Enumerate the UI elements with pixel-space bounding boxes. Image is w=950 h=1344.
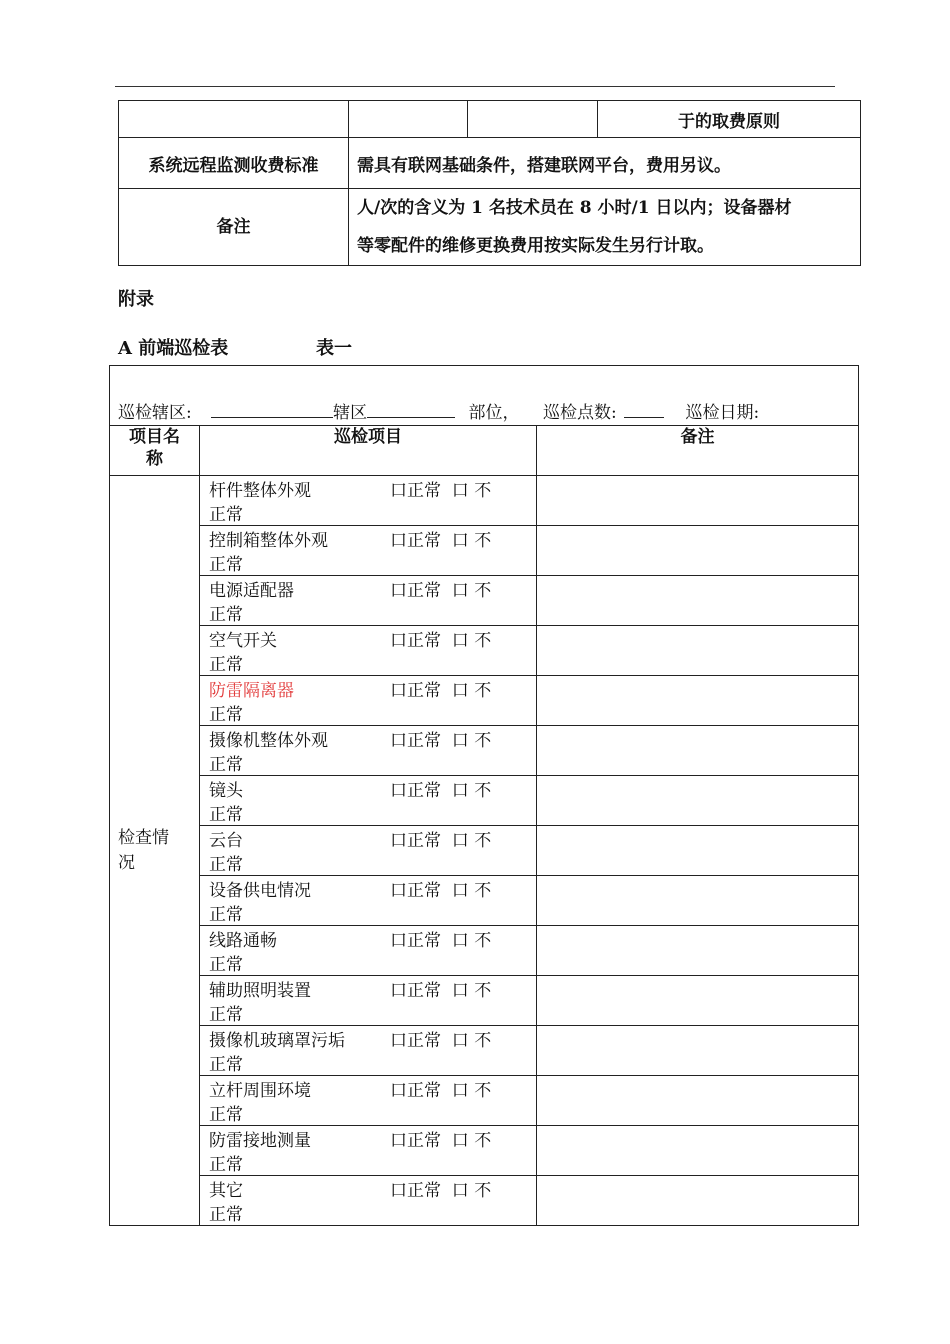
table-row bbox=[110, 576, 859, 626]
remark-cell[interactable] bbox=[537, 926, 859, 976]
inspection-info-cell bbox=[110, 366, 859, 426]
inspection-item-cell bbox=[200, 1126, 537, 1176]
status-options[interactable]: 口正常 口 不 bbox=[390, 581, 492, 601]
appendix-heading: 附录 bbox=[118, 289, 154, 310]
remark-cell[interactable] bbox=[537, 976, 859, 1026]
inspection-item-name: 摄像机玻璃罩污垢 bbox=[209, 1031, 345, 1051]
status-options-cont: 正常 bbox=[209, 605, 243, 625]
status-options-cont: 正常 bbox=[209, 505, 243, 525]
table-row bbox=[110, 826, 859, 876]
inspection-item-cell bbox=[200, 1176, 537, 1226]
inspection-item-cell bbox=[200, 1026, 537, 1076]
status-options[interactable]: 口正常 口 不 bbox=[390, 881, 492, 901]
inspection-item-name: 辅助照明装置 bbox=[209, 981, 311, 1001]
status-options[interactable]: 口正常 口 不 bbox=[390, 531, 492, 551]
inspection-item-cell bbox=[200, 626, 537, 676]
status-options[interactable]: 口正常 口 不 bbox=[390, 631, 492, 651]
category-label: 检查情况 bbox=[118, 827, 169, 873]
fee-remark-line-2: 等零配件的维修更换费用按实际发生另行计取。 bbox=[357, 236, 714, 256]
inspection-item-name: 杆件整体外观 bbox=[209, 481, 311, 501]
status-options-cont: 正常 bbox=[209, 1205, 243, 1225]
inspection-info-line bbox=[118, 398, 759, 423]
fee-label-remote: 系统远程监测收费标准 bbox=[119, 138, 349, 189]
status-options-cont: 正常 bbox=[209, 1005, 243, 1025]
inspection-item-name: 摄像机整体外观 bbox=[209, 731, 328, 751]
status-options-cont: 正常 bbox=[209, 855, 243, 875]
table-row bbox=[110, 876, 859, 926]
table-row bbox=[110, 926, 859, 976]
category-cell bbox=[110, 476, 200, 1226]
inspection-item-cell bbox=[200, 1076, 537, 1126]
remark-cell[interactable] bbox=[537, 676, 859, 726]
status-options[interactable]: 口正常 口 不 bbox=[390, 1031, 492, 1051]
inspection-item-cell bbox=[200, 826, 537, 876]
fee-value-remark bbox=[349, 189, 861, 266]
remark-cell[interactable] bbox=[537, 526, 859, 576]
status-options-cont: 正常 bbox=[209, 1055, 243, 1075]
points-blank[interactable] bbox=[624, 401, 664, 418]
date-label: 巡检日期: bbox=[685, 403, 760, 423]
remark-cell[interactable] bbox=[537, 1076, 859, 1126]
table-row bbox=[110, 526, 859, 576]
remark-cell[interactable] bbox=[537, 1176, 859, 1226]
status-options-cont: 正常 bbox=[209, 555, 243, 575]
table-row bbox=[110, 776, 859, 826]
table-a-number: 表一 bbox=[316, 338, 352, 359]
inspection-item-cell bbox=[200, 726, 537, 776]
inspection-item-name: 镜头 bbox=[209, 781, 243, 801]
inspection-item-cell bbox=[200, 926, 537, 976]
points-label: 巡检点数: bbox=[542, 403, 617, 423]
inspection-item-name: 电源适配器 bbox=[209, 581, 294, 601]
header-inspection-item: 巡检项目 bbox=[200, 426, 537, 476]
status-options[interactable]: 口正常 口 不 bbox=[390, 831, 492, 851]
inspection-item-name: 立杆周围环境 bbox=[209, 1081, 311, 1101]
column-header-row bbox=[110, 426, 859, 476]
inspection-item-name: 其它 bbox=[209, 1181, 243, 1201]
inspection-item-name: 控制箱整体外观 bbox=[209, 531, 328, 551]
fee-remark-line-1: 人/次的含义为 1 名技术员在 8 小时/1 日以内；设备器材 bbox=[357, 198, 792, 218]
fee-cell-empty-3 bbox=[468, 101, 598, 138]
header-remarks: 备注 bbox=[537, 426, 859, 476]
table-row bbox=[110, 976, 859, 1026]
inspection-item-cell bbox=[200, 976, 537, 1026]
fee-label-remark: 备注 bbox=[119, 189, 349, 266]
table-row bbox=[110, 676, 859, 726]
fee-cell-empty-2 bbox=[349, 101, 468, 138]
status-options[interactable]: 口正常 口 不 bbox=[390, 1131, 492, 1151]
fee-table bbox=[118, 100, 861, 266]
table-row bbox=[110, 1026, 859, 1076]
status-options-cont: 正常 bbox=[209, 805, 243, 825]
table-row bbox=[110, 476, 859, 526]
remark-cell[interactable] bbox=[537, 726, 859, 776]
status-options-cont: 正常 bbox=[209, 1105, 243, 1125]
district-label: 辖区 bbox=[333, 403, 368, 423]
table-row bbox=[110, 726, 859, 776]
table-row bbox=[110, 1126, 859, 1176]
remark-cell[interactable] bbox=[537, 476, 859, 526]
inspection-table bbox=[109, 365, 859, 1226]
fee-cell-principle: 于的取费原则 bbox=[598, 101, 861, 138]
status-options[interactable]: 口正常 口 不 bbox=[390, 481, 492, 501]
table-row bbox=[110, 1076, 859, 1126]
remark-cell[interactable] bbox=[537, 626, 859, 676]
inspection-item-name: 线路通畅 bbox=[209, 931, 277, 951]
remark-cell[interactable] bbox=[537, 876, 859, 926]
fee-value-remote: 需具有联网基础条件，搭建联网平台，费用另议。 bbox=[349, 138, 861, 189]
table-row bbox=[110, 1176, 859, 1226]
status-options-cont: 正常 bbox=[209, 655, 243, 675]
status-options[interactable]: 口正常 口 不 bbox=[390, 731, 492, 751]
fee-row-2 bbox=[119, 138, 861, 189]
inspection-item-cell bbox=[200, 576, 537, 626]
remark-cell[interactable] bbox=[537, 826, 859, 876]
district-blank[interactable] bbox=[367, 401, 455, 418]
header-item-name: 项目名称 bbox=[110, 426, 200, 476]
status-options[interactable]: 口正常 口 不 bbox=[390, 681, 492, 701]
remark-cell[interactable] bbox=[537, 776, 859, 826]
status-options-cont: 正常 bbox=[209, 905, 243, 925]
remark-cell[interactable] bbox=[537, 1126, 859, 1176]
inspection-item-cell bbox=[200, 676, 537, 726]
header-rule bbox=[115, 86, 835, 87]
inspection-item-cell bbox=[200, 776, 537, 826]
status-options-cont: 正常 bbox=[209, 955, 243, 975]
status-options[interactable]: 口正常 口 不 bbox=[390, 1181, 492, 1201]
inspection-item-name: 防雷隔离器 bbox=[209, 681, 294, 701]
inspection-item-cell bbox=[200, 876, 537, 926]
status-options-cont: 正常 bbox=[209, 705, 243, 725]
inspection-item-name: 空气开关 bbox=[209, 631, 277, 651]
inspection-item-cell bbox=[200, 476, 537, 526]
position-label: 部位， bbox=[468, 403, 520, 423]
area-label: 巡检辖区: bbox=[118, 403, 192, 423]
inspection-item-cell bbox=[200, 526, 537, 576]
inspection-item-name: 防雷接地测量 bbox=[209, 1131, 311, 1151]
status-options-cont: 正常 bbox=[209, 1155, 243, 1175]
inspection-info-row bbox=[110, 366, 859, 426]
remark-cell[interactable] bbox=[537, 1026, 859, 1076]
table-a-title: A 前端巡检表 bbox=[118, 338, 229, 359]
fee-row-1 bbox=[119, 101, 861, 138]
inspection-item-name: 云台 bbox=[209, 831, 243, 851]
remark-cell[interactable] bbox=[537, 576, 859, 626]
status-options[interactable]: 口正常 口 不 bbox=[390, 1081, 492, 1101]
table-row bbox=[110, 626, 859, 676]
status-options-cont: 正常 bbox=[209, 755, 243, 775]
fee-row-3 bbox=[119, 189, 861, 266]
status-options[interactable]: 口正常 口 不 bbox=[390, 781, 492, 801]
status-options[interactable]: 口正常 口 不 bbox=[390, 981, 492, 1001]
inspection-item-name: 设备供电情况 bbox=[209, 881, 311, 901]
status-options[interactable]: 口正常 口 不 bbox=[390, 931, 492, 951]
area-blank[interactable] bbox=[211, 401, 333, 418]
fee-cell-empty-1 bbox=[119, 101, 349, 138]
